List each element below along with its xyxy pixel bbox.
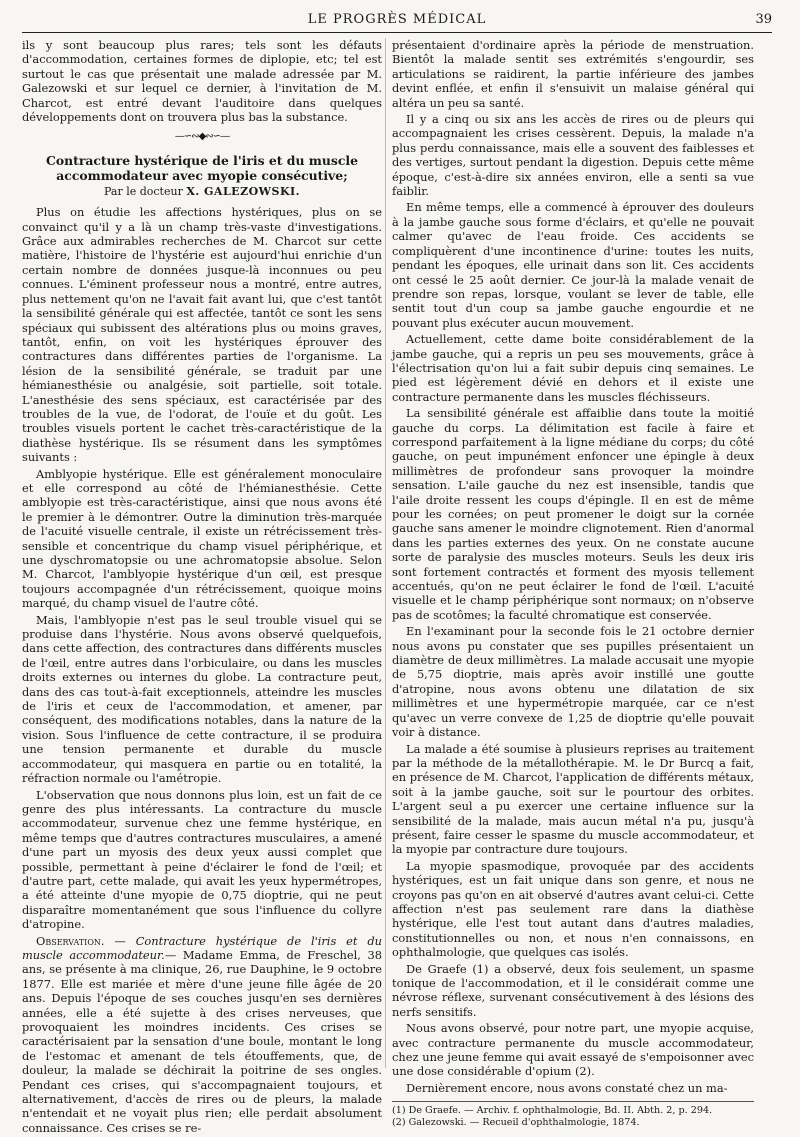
byline (22, 185, 382, 199)
body-paragraph: Nous avons observé, pour notre part, une myopie acquise, avec contracture permanente du muscle accommodateur, chez une jeune femme qui avait essayé de s'empoisonner avec une dose considérable d'opium (2). (392, 1021, 754, 1079)
continued-paragraph: ils y sont beaucoup plus rares; tels sont les défauts d'accommodation, certaines formes de diplopie, etc; tel est surtout le cas que présentait une malade adressée par M. Galezowski et sur lequel ce dernier, à l'invitation de M. Charcot, est entré devant l'auditoire dans quelques développements dont on trouvera plus bas la substance. (22, 38, 382, 125)
journal-title: LE PROGRÈS MÉDICAL (307, 12, 487, 27)
running-header (22, 10, 772, 33)
page-number: 39 (755, 12, 772, 27)
body-paragraph: La malade a été soumise à plusieurs reprises au traitement par la méthode de la métallothérapie. M. le Dr Burcq a fait, en présence de M. Charcot, l'application de différents métaux, soit à la jambe gauche, soit sur le pourtour des orbites. L'argent seul a pu exercer une certaine influence sur la sensibilité de la malade, mais aucun métal n'a pu, jusqu'à présent, faire cesser le spasme du muscle accommodateur, et la myopie par contracture dure toujours. (392, 741, 754, 857)
byline-author: X. GALEZOWSKI. (186, 184, 301, 198)
article-title: Contracture hystérique de l'iris et du muscle accommodateur avec myopie consécutive; (45, 152, 359, 183)
footnote: (1) De Graefe. — Archiv. f. ophthalmologie, Bd. II. Abth. 2, p. 294. (392, 1105, 713, 1117)
byline-prefix: Par le docteur (103, 184, 183, 198)
footnote: (2) Galezowski. — Recueil d'ophthalmologie, 1874. (392, 1117, 640, 1129)
body-paragraph: Amblyopie hystérique. Elle est généralement monoculaire et elle correspond au côté de l'hémianesthésie. Cette amblyopie est très-caractéristique, ainsi que nous avons été le premier à le démontrer. Outre la diminution très-marquée de l'acuité visuelle centrale, il existe un rétrécissement très-sensible et concentrique du champ visuel périphérique, et une dyschromatopsie ou une achromatopsie absolue. Selon M. Charcot, l'amblyopie hystérique d'un œil, est presque toujours accompagnée d'un rétrécissement, quoique moins marqué, du champ visuel de l'autre côté. (22, 466, 382, 611)
left-column (22, 38, 382, 1137)
observation-text: Madame Emma, de Freschel, 38 ans, se présente à ma clinique, 26, rue Dauphine, le 9 octobre 1877. Elle est mariée et mère d'une jeune fille âgée de 20 ans. Depuis l'époque de ses couches jusqu'en ses dernières années, elle a été sujette à des crises nerveuses, que provoquaient les moindres incidents. Ces crises se caractérisaient par la sensation d'une boule, montant le long de l'estomac et amenant de tels étouffements, que, de douleur, la malade se déchirait la poitrine de ses ongles. Pendant ces crises, qui s'accompagnaient toujours, et alternativement, d'accès de rires ou de pleurs, la malade n'entendait et ne voyait plus rien; elle perdait absolument connaissance. Ces crises se re- (22, 947, 382, 1135)
body-paragraph: présentaient d'ordinaire après la période de menstruation. Bientôt la malade sentit ses extrémités s'engourdir, ses articulations se raidirent, la partie inférieure des jambes devint enflée, et enfin il s'ensuivit un malaise général qui altéra un peu sa santé. (392, 38, 754, 110)
body-paragraph: Il y a cinq ou six ans les accès de rires ou de pleurs qui accompagnaient les crises cessèrent. Depuis, la malade n'a plus perdu connaissance, mais elle a souvent des faiblesses et des vertiges, surtout pendant la digestion. Depuis cette même époque, c'est-à-dire six années environ, elle a senti sa vue faiblir. (392, 112, 754, 199)
column-divider (385, 38, 386, 1068)
observation-label: Observation. (36, 933, 105, 948)
body-paragraph: Dernièrement encore, nous avons constaté chez un ma- (406, 1080, 728, 1095)
body-paragraph: Plus on étudie les affections hystériques, plus on se convainct qu'il y a là un champ très-vaste d'investigations. Grâce aux admirables recherches de M. Charcot sur cette matière, l'histoire de l'hystérie est aujourd'hui enrichie d'un certain nombre de données jusque-là inconnues ou peu connues. L'éminent professeur nous a montré, entre autres, plus nettement qu'on ne l'avait fait avant lui, que c'est tantôt la sensibilité générale qui est affectée, tantôt ce sont les sens spéciaux qui subissent des altérations plus ou moins graves, tantôt, enfin, on voit les hystériques éprouver des contractures dans différentes parties de l'organisme. La lésion de la sensibilité générale, se traduit par une hémianesthésie ou analgésie, soit partielle, soit totale. L'anesthésie des sens spéciaux, est caractérisée par des troubles de la vue, de l'odorat, de l'ouïe et du goût. Les troubles visuels portent le cachet très-caractéristique de la diathèse hystérique. Ils se résument dans les symptômes suivants : (22, 205, 382, 465)
footnotes (392, 1101, 754, 1129)
body-paragraph: En l'examinant pour la seconde fois le 21 octobre dernier nous avons pu constater que ses pupilles présentaient un diamètre de deux millimètres. La malade accusait une myopie de 5,75 dioptrie, mais après avoir instillé une goutte d'atropine, nous avons obtenu une dilatation de six millimètres et une hypermétropie marquée, car ce n'est qu'avec un verre convexe de 1,25 de dioptrie qu'elle pouvait voir à distance. (392, 624, 754, 740)
section-ornament: —∽∾◆∾∽— (174, 131, 230, 143)
body-paragraph: En même temps, elle a commencé à éprouver des douleurs à la jambe gauche sous forme d'éclairs, et qu'elle ne pouvait calmer qu'avec de l'eau froide. Ces accidents se compliquèrent d'une incontinence d'urine: toutes les nuits, pendant les époques, elle urinait dans son lit. Ces accidents ont cessé le 25 août dernier. Ce jour-là la malade venait de prendre son repas, lorsque, voulant se lever de table, elle sentit tout d'un coup sa jambe gauche engourdie et ne pouvant plus exécuter aucun mouvement. (392, 200, 754, 330)
body-paragraph: De Graefe (1) a observé, deux fois seulement, un spasme tonique de l'accommodation, et il le considérait comme une névrose réflexe, survenant consécutivement à des lésions des nerfs sensitifs. (392, 961, 754, 1019)
body-paragraph: Actuellement, cette dame boite considérablement de la jambe gauche, qui a repris un peu ses mouvements, grâce à l'électrisation qu'on lui a fait subir depuis cinq semaines. Le pied est légèrement dévié en dehors et il existe une contracture permanente dans les muscles fléchisseurs. (392, 332, 754, 404)
observation-title: Contracture hystérique de l'iris et du muscle accommodateur. (22, 933, 382, 962)
right-column (392, 38, 754, 1129)
observation-paragraph: Observation. — Contracture hystérique de l'iris et du muscle accommodateur.— Madame Emma, de Freschel, 38 ans, se présente à ma clinique, 26, rue Dauphine, le 9 octobre 1877. Elle est mariée et mère d'une jeune fille âgée de 20 ans. Depuis l'époque de ses couches jusqu'en ses dernières années, elle a été sujette à des crises nerveuses, que provoquaient les moindres incidents. Ces crises se caractérisaient par la sensation d'une boule, montant le long de l'estomac et amenant de tels étouffements, que, de douleur, la malade se déchirait la poitrine de ses ongles. Pendant ces crises, qui s'accompagnaient toujours, et alternativement, d'accès de rires ou de pleurs, la malade n'entendait et ne voyait plus rien; elle perdait absolument connaissance. Ces crises se re- (22, 933, 382, 1135)
body-paragraph: L'observation que nous donnons plus loin, est un fait de ce genre des plus intéressants. La contracture du muscle accommodateur, survenue chez une femme hystérique, en même temps que d'autres contractures musculaires, a amené d'une part un myosis des deux yeux aussi complet que possible, permettant à peine d'éclairer le fond de l'œil; et d'autre part, cette malade, qui avait les yeux hypermétropes, a été atteinte d'une myopie de 0,75 dioptrie, qui ne peut disparaître momentanément que sous l'influence du collyre d'atropine. (22, 787, 382, 932)
body-paragraph: La sensibilité générale est affaiblie dans toute la moitié gauche du corps. La délimitation est facile à faire et correspond parfaitement à la ligne médiane du corps; du côté gauche, on peut impunément enfoncer une épingle à deux millimètres de profondeur sans provoquer la moindre sensation. L'aile gauche du nez est insensible, tandis que l'aile droite ressent les coups d'épingle. Il en est de même pour les cornées; on peut promener le doigt sur la cornée gauche sans amener le moindre clignotement. Rien d'anormal dans les parties externes des yeux. On ne constate aucune sorte de paralysie des muscles moteurs. Seuls les deux iris sont fortement contractés et forment des myosis tellement accentués, qu'on ne peut éclairer le fond de l'œil. L'acuité visuelle et le champ périphérique sont normaux; on n'observe pas de scotômes; la faculté chromatique est conservée. (392, 406, 754, 622)
body-paragraph: La myopie spasmodique, provoquée par des accidents hystériques, est un fait unique dans son genre, et nous ne croyons pas qu'on en ait observé d'autres avant celui-ci. Cette affection n'est pas seulement rare dans la diathèse hystérique, elle l'est tout autant dans d'autres maladies, constitutionnelles ou non, et nous n'en connaissons, en ophthalmologie, que quelques cas isolés. (392, 858, 754, 960)
body-paragraph: Mais, l'amblyopie n'est pas le seul trouble visuel qui se produise dans l'hystérie. Nous avons observé quelquefois, dans cette affection, des contractures dans différents muscles de l'œil, entre autres dans l'orbiculaire, ou dans les muscles droits externes ou internes du globe. La contracture peut, dans des cas tout-à-fait exceptionnels, atteindre les muscles de l'iris et ceux de l'accommodation, et amener, par conséquent, des modifications notables, dans la nature de la vision. Sous l'influence de cette contracture, il se produira une tension permanente et durable du muscle accommodateur, qui masquera en partie ou en totalité, la réfraction normale ou l'amétropie. (22, 612, 382, 786)
